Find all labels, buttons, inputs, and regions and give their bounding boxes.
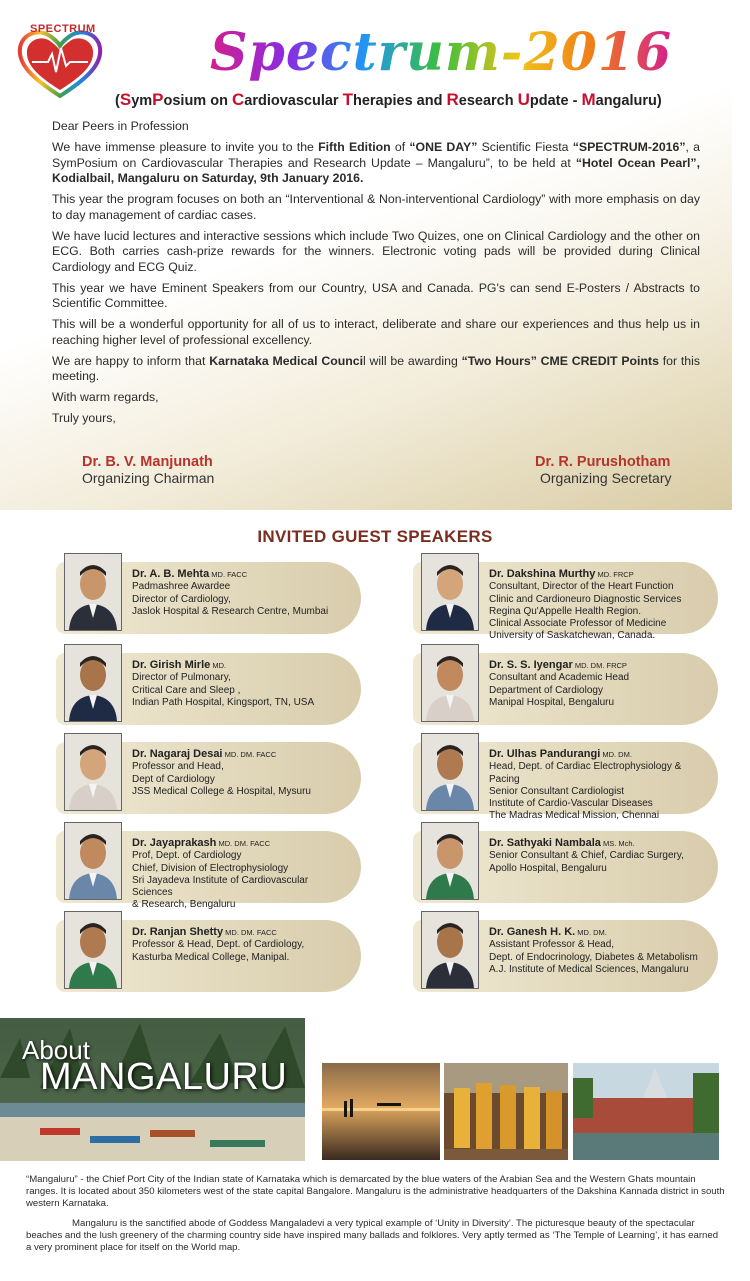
- signatory-secretary: [535, 454, 672, 486]
- speaker-affiliation-line: Director of Cardiology,: [132, 593, 231, 605]
- subtitle-segment: C: [231, 90, 245, 109]
- speaker-affiliation-line: Kasturba Medical College, Manipal.: [132, 951, 290, 963]
- speaker-affiliation-line: Consultant, Director of the Heart Function: [489, 581, 674, 593]
- temple-photo: [573, 1063, 719, 1160]
- event-title: Spectrum-2016: [210, 22, 673, 83]
- speaker-affiliation-line: Sri Jayadeva Institute of Cardiovascular Sciences: [132, 874, 309, 899]
- folk-dance-photo: [444, 1063, 568, 1160]
- speaker-card: [413, 920, 718, 992]
- speaker-name: Dr. Ulhas Pandurangi: [489, 748, 601, 760]
- speaker-qualifications: MS. Mch.: [600, 839, 635, 848]
- speaker-qualifications: MD. DM. FACC: [222, 750, 277, 759]
- subtitle-segment: angaluru): [595, 93, 662, 109]
- speaker-photo: [421, 733, 479, 811]
- speaker-details: [132, 837, 347, 912]
- speaker-affiliation-line: Professor & Head, Dept. of Cardiology,: [132, 939, 305, 951]
- speaker-affiliation-line: University of Saskatchewan, Canada.: [489, 630, 656, 642]
- letter-text-run: for this meeting.: [52, 353, 700, 383]
- spectrum-logo: [14, 22, 106, 100]
- speaker-card: [56, 562, 361, 634]
- letter-paragraph-focus: This year the program focuses on both an “Interventional & Non-interventional Cardiology” with more emphasis on day to day management of cardiac cases.: [52, 192, 700, 222]
- speaker-details: [132, 926, 347, 964]
- speaker-affiliation-line: Manipal Hospital, Bengaluru: [489, 696, 615, 708]
- invitation-letter: [52, 119, 700, 432]
- speaker-details: [489, 568, 704, 643]
- subtitle-segment: U: [517, 90, 530, 109]
- speaker-photo: [421, 822, 479, 900]
- speaker-name: Dr. Girish Mirle: [132, 659, 211, 671]
- letter-paragraph-cme: [52, 354, 700, 385]
- speaker-photo: [64, 644, 122, 722]
- speaker-affiliation-line: Consultant and Academic Head: [489, 672, 630, 684]
- letter-paragraph-event: [52, 140, 700, 187]
- speaker-photo: [421, 911, 479, 989]
- speaker-affiliation-line: Regina Qu'Appelle Health Region.: [489, 605, 642, 617]
- speaker-affiliation-line: Assistant Professor & Head,: [489, 939, 615, 951]
- speaker-affiliation-line: Head, Dept. of Cardiac Electrophysiology & Pacing: [489, 761, 682, 785]
- speaker-affiliation-line: The Madras Medical Mission, Chennai: [489, 810, 660, 822]
- speaker-affiliation-line: Critical Care and Sleep ,: [132, 684, 241, 696]
- speaker-qualifications: MD.: [210, 661, 227, 670]
- letter-paragraph-speakers: This year we have Eminent Speakers from our Country, USA and Canada. PG's can send E-Posters / Abstracts to Scientific Committee.: [52, 280, 700, 310]
- speaker-card: [413, 653, 718, 725]
- signatory-role: Organizing Secretary: [540, 470, 672, 486]
- speaker-photo: [64, 911, 122, 989]
- speaker-card: [56, 831, 361, 911]
- speaker-affiliation-line: Senior Consultant & Chief, Cardiac Surgery,: [489, 850, 684, 862]
- subtitle-segment: ym: [131, 93, 153, 109]
- speaker-qualifications: MD. DM. FACC: [223, 928, 277, 937]
- speaker-name: Dr. S. S. Iyengar: [489, 659, 573, 671]
- letter-text-run: “SPECTRUM-2016”: [572, 140, 686, 154]
- speaker-photo: [64, 733, 122, 811]
- subtitle-segment: pdate -: [529, 93, 582, 109]
- speaker-name: Dr. Nagaraj Desai: [132, 748, 223, 760]
- speaker-affiliation-line: & Research, Bengaluru: [132, 899, 236, 911]
- subtitle-segment: T: [342, 90, 353, 109]
- letter-text-run: , a SymPosium on Cardiovascular Therapies and Research Update – Mangaluru”, to be held at: [52, 140, 700, 170]
- speaker-affiliation-line: A.J. Institute of Medical Sciences, Mangaluru: [489, 963, 689, 975]
- subtitle-segment: M: [581, 90, 596, 109]
- speaker-card: [56, 920, 361, 992]
- about-city-label: MANGALURU: [40, 1056, 288, 1098]
- speaker-name: Dr. Dakshina Murthy: [489, 568, 596, 580]
- speaker-affiliation-line: Dept. of Endocrinology, Diabetes & Metabolism: [489, 951, 698, 963]
- signatory-name: Dr. R. Purushotham: [535, 454, 671, 470]
- speaker-photo: [64, 822, 122, 900]
- subtitle-segment: S: [119, 90, 132, 109]
- speaker-qualifications: MD. DM.: [575, 928, 607, 937]
- letter-paragraph-quiz: We have lucid lectures and interactive sessions which include Two Quizes, one on Clinical Cardiology and the other on ECG. Both carries cash-prize rewards for the winners. Electronic voting pads will be provided during Clinical Cardiology and ECG Quiz.: [52, 228, 700, 274]
- speaker-details: [132, 568, 347, 618]
- letter-text-run: We have immense pleasure to invite you to the: [52, 140, 319, 154]
- about-paragraph-culture: Mangaluru is the sanctified abode of Goddess Mangaladevi a very typical example of ‘Unity in Diversity’. The picturesque beauty of the spectacular beaches and the lush greenery of the charming country side have inspired many ballads and folklores. Very aptly termed as ‘The Temple of Learning’, it has earned a very prominent place for itself on the World map.: [26, 1218, 719, 1253]
- logo-text: SPECTRUM: [30, 23, 96, 35]
- sunset-photo: [322, 1063, 440, 1160]
- speaker-qualifications: MD. DM.: [600, 750, 632, 759]
- letter-text-run: “ONE DAY”: [409, 140, 482, 154]
- speaker-name: Dr. Sathyaki Nambala: [489, 837, 601, 849]
- speaker-photo: [421, 553, 479, 631]
- speaker-affiliation-line: Professor and Head,: [132, 761, 224, 773]
- speaker-qualifications: MD. FACC: [209, 570, 248, 579]
- letter-paragraph-opportunity: This will be a wonderful opportunity for all of us to interact, deliberate and share our experiences and thus help us in reaching higher level of professional excellency.: [52, 317, 700, 347]
- speaker-card: [413, 831, 718, 903]
- letter-text-run: l will be awarding: [363, 353, 462, 368]
- speaker-card: [56, 653, 361, 725]
- speaker-affiliation-line: Prof, Dept. of Cardiology: [132, 850, 242, 862]
- speaker-affiliation-line: Institute of Cardio-Vascular Diseases: [489, 798, 653, 810]
- speaker-affiliation-line: Jaslok Hospital & Research Centre, Mumbai: [132, 605, 329, 617]
- speaker-affiliation-line: JSS Medical College & Hospital, Mysuru: [132, 785, 311, 797]
- speaker-name: Dr. Jayaprakash: [132, 837, 217, 849]
- speaker-affiliation-line: Indian Path Hospital, Kingsport, TN, USA: [132, 696, 315, 708]
- speaker-details: [489, 837, 704, 875]
- speaker-qualifications: MD. DM. FACC: [216, 839, 271, 848]
- letter-text-run: Fifth Edition: [318, 140, 391, 154]
- speaker-details: [489, 748, 704, 823]
- event-subtitle: [115, 90, 662, 110]
- letter-text-run: “Two Hours” CME CREDIT Points: [461, 353, 659, 368]
- subtitle-segment: herapies and: [352, 93, 447, 109]
- letter-text-run: “Hotel Ocean Pearl”, Kodialbail, Mangaluru on Saturday, 9th January 2016.: [52, 155, 700, 185]
- speaker-details: [489, 926, 704, 976]
- subtitle-segment: (: [115, 93, 120, 109]
- speaker-card: [413, 742, 718, 822]
- signatory-role: Organizing Chairman: [82, 470, 215, 486]
- about-paragraph-location: “Mangaluru” - the Chief Port City of the Indian state of Karnataka which is demarcated by the blue waters of the Arabian Sea and the Western Ghats mountain ranges. It is located about 350 kilometers west of the state capital Bangalore. Mangaluru is the administrative headquarters of the Dakshina Kannada district in south western Karnataka.: [26, 1174, 725, 1209]
- letter-regards: With warm regards,: [52, 390, 159, 404]
- letter-text-run: Scientific Fiesta: [481, 140, 573, 154]
- about-label: About: [22, 1035, 90, 1065]
- speaker-affiliation-line: Chief, Division of Electrophysiology: [132, 862, 289, 874]
- speaker-affiliation-line: Director of Pulmonary,: [132, 672, 231, 684]
- about-description: [26, 1174, 726, 1262]
- subtitle-segment: ardiovascular: [244, 93, 343, 109]
- letter-text-run: of: [390, 140, 410, 154]
- subtitle-segment: P: [152, 90, 164, 109]
- speaker-photo: [64, 553, 122, 631]
- subtitle-segment: R: [446, 90, 459, 109]
- speakers-heading: INVITED GUEST SPEAKERS: [257, 527, 493, 546]
- speaker-affiliation-line: Apollo Hospital, Bengaluru: [489, 862, 607, 874]
- speaker-details: [132, 748, 347, 798]
- speaker-name: Dr. Ranjan Shetty: [132, 926, 224, 938]
- letter-text-run: We are happy to inform that: [52, 353, 210, 368]
- signatory-name: Dr. B. V. Manjunath: [82, 454, 213, 470]
- speaker-name: Dr. Ganesh H. K.: [489, 926, 576, 938]
- speaker-qualifications: MD. FRCP: [595, 570, 634, 579]
- speaker-affiliation-line: Dept of Cardiology: [132, 773, 215, 785]
- speaker-affiliation-line: Senior Consultant Cardiologist: [489, 785, 625, 797]
- signatory-chairman: [82, 454, 214, 486]
- letter-closing: Truly yours,: [52, 411, 116, 425]
- speaker-details: [132, 659, 347, 709]
- speaker-affiliation-line: Clinic and Cardioneuro Diagnostic Services: [489, 593, 682, 605]
- speaker-affiliation-line: Padmashree Awardee: [132, 581, 231, 593]
- speaker-affiliation-line: Clinical Associate Professor of Medicine: [489, 618, 667, 630]
- speaker-photo: [421, 644, 479, 722]
- speaker-card: [56, 742, 361, 814]
- subtitle-segment: osium on: [163, 93, 232, 109]
- speaker-affiliation-line: Department of Cardiology: [489, 684, 603, 696]
- speaker-qualifications: MD. DM. FRCP: [572, 661, 627, 670]
- letter-greeting: Dear Peers in Profession: [52, 119, 189, 133]
- speaker-details: [489, 659, 704, 709]
- subtitle-segment: esearch: [458, 93, 518, 109]
- speaker-card: [413, 562, 718, 642]
- speaker-name: Dr. A. B. Mehta: [132, 568, 210, 580]
- letter-text-run: Karnataka Medical Counci: [209, 353, 364, 368]
